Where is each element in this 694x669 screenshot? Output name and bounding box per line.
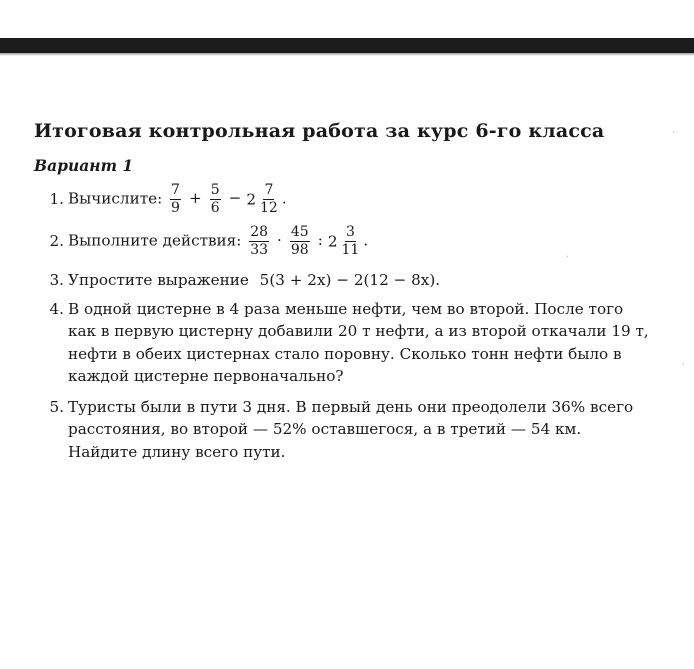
denominator: 12 [260, 199, 278, 216]
mixed-whole: 2 [246, 189, 257, 208]
operator: · [277, 231, 282, 249]
task-text: Вычислите: [68, 189, 163, 207]
denominator: 33 [250, 241, 269, 258]
numerator: 3 [345, 223, 355, 240]
task-1 [34, 181, 654, 217]
task-text: Выполните действия: [68, 231, 242, 249]
fraction [340, 224, 360, 259]
page-title: Итоговая контрольная работа за курс 6-го класса [34, 120, 605, 142]
task-number: 3. [49, 271, 64, 289]
task-body [68, 269, 654, 292]
task-text: Упростите выражение [68, 271, 249, 289]
denominator: 9 [171, 199, 180, 216]
numerator: 7 [171, 181, 180, 198]
task-5 [34, 396, 654, 464]
task-2 [34, 223, 654, 259]
end-punct: . [363, 231, 369, 249]
numerator: 5 [210, 181, 220, 198]
mixed-whole: 2 [327, 231, 338, 250]
task-number: 1. [49, 189, 64, 208]
operator: + [188, 189, 202, 207]
scan-top-edge [0, 38, 694, 53]
denominator: 11 [341, 241, 360, 258]
task-number: 2. [49, 231, 64, 250]
denominator: 6 [210, 199, 220, 216]
numerator: 45 [290, 223, 309, 240]
numerator: 7 [264, 181, 274, 198]
math-expression: 5(3 + 2x) − 2(12 − 8x). [259, 271, 441, 289]
operator: : [317, 231, 323, 249]
variant-label: Вариант 1 [34, 156, 134, 175]
task-text: Туристы были в пути 3 дня. В первый день они преодолели 36% всего расстояния, во второй — 52% оставшегося, а в третий — 54 км. Найдите длину всего пути. [68, 397, 634, 461]
scan-speck: · [566, 252, 570, 263]
scan-edge-shadow [0, 53, 694, 56]
task-3 [34, 269, 654, 292]
fraction [249, 224, 269, 259]
task-4 [34, 298, 654, 388]
fraction [290, 224, 310, 259]
end-punct: . [281, 189, 287, 207]
scan-speck: · [682, 360, 686, 371]
task-body [68, 182, 654, 217]
denominator: 98 [290, 241, 309, 258]
operator: − [228, 189, 242, 207]
numerator: 28 [250, 223, 269, 240]
task-number: 4. [49, 299, 64, 318]
test-sheet [34, 120, 654, 463]
fraction [259, 182, 279, 217]
fraction [210, 182, 221, 217]
task-text: В одной цистерне в 4 раза меньше нефти, чем во второй. После того как в первую цистерну добавили 20 т нефти, а из второй откачали 19 т, нефти в обеих цистернах стало поровну. Сколько тонн нефти было в каждой цистерне первоначально? [68, 299, 649, 385]
task-number: 5. [49, 397, 64, 416]
scan-speck: · [672, 128, 676, 139]
fraction [170, 182, 181, 217]
